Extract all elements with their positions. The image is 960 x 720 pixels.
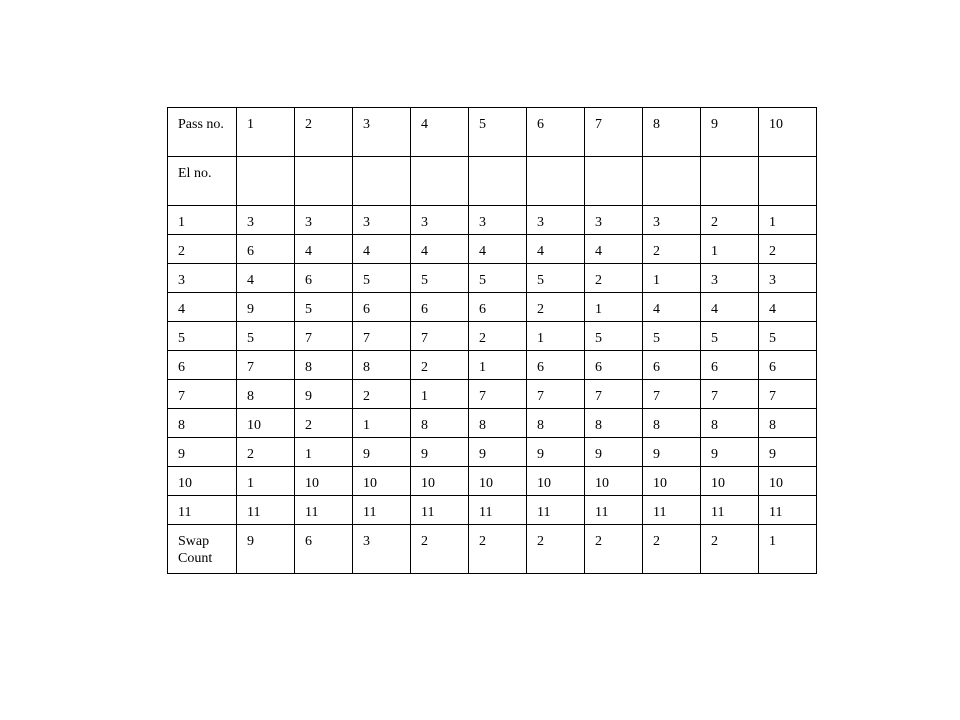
value-cell: 9	[295, 380, 353, 409]
value-cell: 8	[237, 380, 295, 409]
value-cell: 4	[701, 293, 759, 322]
table-row	[168, 351, 817, 380]
value-cell: 4	[353, 235, 411, 264]
value-cell: 5	[295, 293, 353, 322]
value-cell: 6	[643, 351, 701, 380]
value-cell: 3	[585, 206, 643, 235]
table-row	[168, 496, 817, 525]
swap-count-cell: 2	[469, 525, 527, 574]
pass-number-header: 1	[237, 108, 295, 157]
value-cell: 8	[295, 351, 353, 380]
value-cell: 8	[411, 409, 469, 438]
value-cell: 4	[237, 264, 295, 293]
value-cell: 3	[701, 264, 759, 293]
empty-cell	[353, 157, 411, 206]
value-cell: 3	[469, 206, 527, 235]
value-cell: 9	[643, 438, 701, 467]
value-cell: 11	[643, 496, 701, 525]
value-cell: 9	[237, 293, 295, 322]
value-cell: 4	[585, 235, 643, 264]
pass-number-header: 4	[411, 108, 469, 157]
value-cell: 8	[585, 409, 643, 438]
value-cell: 6	[295, 264, 353, 293]
value-cell: 9	[701, 438, 759, 467]
element-number-cell: 3	[168, 264, 237, 293]
table-row	[168, 235, 817, 264]
value-cell: 11	[527, 496, 585, 525]
value-cell: 7	[411, 322, 469, 351]
value-cell: 10	[527, 467, 585, 496]
element-number-cell: 6	[168, 351, 237, 380]
swap-count-cell: 2	[643, 525, 701, 574]
table-row	[168, 264, 817, 293]
swap-count-cell: 2	[411, 525, 469, 574]
element-number-cell: 10	[168, 467, 237, 496]
value-cell: 2	[237, 438, 295, 467]
value-cell: 11	[353, 496, 411, 525]
value-cell: 5	[585, 322, 643, 351]
value-cell: 10	[411, 467, 469, 496]
value-cell: 1	[527, 322, 585, 351]
pass-number-header: 2	[295, 108, 353, 157]
value-cell: 10	[469, 467, 527, 496]
element-number-cell: 7	[168, 380, 237, 409]
value-cell: 1	[411, 380, 469, 409]
value-cell: 11	[759, 496, 817, 525]
pass-number-header: 7	[585, 108, 643, 157]
element-number-cell: 2	[168, 235, 237, 264]
value-cell: 11	[237, 496, 295, 525]
element-number-cell: 9	[168, 438, 237, 467]
value-cell: 8	[527, 409, 585, 438]
value-cell: 5	[353, 264, 411, 293]
value-cell: 6	[759, 351, 817, 380]
empty-cell	[585, 157, 643, 206]
value-cell: 4	[643, 293, 701, 322]
value-cell: 8	[643, 409, 701, 438]
element-number-cell: 8	[168, 409, 237, 438]
value-cell: 1	[353, 409, 411, 438]
empty-cell	[295, 157, 353, 206]
value-cell: 7	[701, 380, 759, 409]
pass-number-header: 9	[701, 108, 759, 157]
value-cell: 5	[643, 322, 701, 351]
empty-cell	[701, 157, 759, 206]
value-cell: 1	[759, 206, 817, 235]
value-cell: 2	[585, 264, 643, 293]
element-number-cell: 1	[168, 206, 237, 235]
value-cell: 7	[237, 351, 295, 380]
value-cell: 11	[411, 496, 469, 525]
value-cell: 1	[295, 438, 353, 467]
value-cell: 11	[469, 496, 527, 525]
value-cell: 2	[295, 409, 353, 438]
pass-number-header: 3	[353, 108, 411, 157]
value-cell: 5	[527, 264, 585, 293]
value-cell: 3	[411, 206, 469, 235]
table-row	[168, 322, 817, 351]
swap-count-row	[168, 525, 817, 574]
value-cell: 4	[295, 235, 353, 264]
value-cell: 9	[585, 438, 643, 467]
value-cell: 8	[759, 409, 817, 438]
table-row	[168, 438, 817, 467]
value-cell: 4	[411, 235, 469, 264]
value-cell: 4	[527, 235, 585, 264]
value-cell: 2	[411, 351, 469, 380]
value-cell: 10	[643, 467, 701, 496]
subheader-row	[168, 157, 817, 206]
value-cell: 10	[353, 467, 411, 496]
value-cell: 1	[643, 264, 701, 293]
value-cell: 10	[759, 467, 817, 496]
value-cell: 1	[469, 351, 527, 380]
value-cell: 1	[237, 467, 295, 496]
table-row	[168, 467, 817, 496]
swap-count-cell: 2	[527, 525, 585, 574]
value-cell: 7	[353, 322, 411, 351]
swap-count-cell: 3	[353, 525, 411, 574]
value-cell: 7	[759, 380, 817, 409]
value-cell: 2	[353, 380, 411, 409]
table-row	[168, 409, 817, 438]
pass-number-header: 8	[643, 108, 701, 157]
value-cell: 6	[411, 293, 469, 322]
value-cell: 3	[643, 206, 701, 235]
value-cell: 11	[701, 496, 759, 525]
element-number-cell: 11	[168, 496, 237, 525]
value-cell: 2	[701, 206, 759, 235]
value-cell: 2	[469, 322, 527, 351]
value-cell: 9	[527, 438, 585, 467]
value-cell: 5	[701, 322, 759, 351]
swap-count-label: Swap Count	[168, 525, 237, 574]
value-cell: 7	[585, 380, 643, 409]
value-cell: 11	[585, 496, 643, 525]
value-cell: 6	[701, 351, 759, 380]
empty-cell	[643, 157, 701, 206]
value-cell: 6	[585, 351, 643, 380]
empty-cell	[237, 157, 295, 206]
header-row	[168, 108, 817, 157]
empty-cell	[759, 157, 817, 206]
table-row	[168, 380, 817, 409]
swap-count-cell: 2	[701, 525, 759, 574]
value-cell: 3	[295, 206, 353, 235]
value-cell: 10	[701, 467, 759, 496]
pass-number-header: 5	[469, 108, 527, 157]
element-number-cell: 4	[168, 293, 237, 322]
el-no-header: El no.	[168, 157, 237, 206]
value-cell: 6	[237, 235, 295, 264]
swap-count-cell: 9	[237, 525, 295, 574]
value-cell: 2	[643, 235, 701, 264]
swap-count-cell: 6	[295, 525, 353, 574]
value-cell: 9	[353, 438, 411, 467]
pass-number-header: 6	[527, 108, 585, 157]
value-cell: 4	[469, 235, 527, 264]
swap-count-cell: 2	[585, 525, 643, 574]
pass-no-header: Pass no.	[168, 108, 237, 157]
value-cell: 7	[469, 380, 527, 409]
value-cell: 1	[585, 293, 643, 322]
table-row	[168, 293, 817, 322]
value-cell: 3	[527, 206, 585, 235]
value-cell: 4	[759, 293, 817, 322]
pass-number-header: 10	[759, 108, 817, 157]
value-cell: 8	[701, 409, 759, 438]
value-cell: 7	[527, 380, 585, 409]
value-cell: 10	[585, 467, 643, 496]
empty-cell	[411, 157, 469, 206]
value-cell: 5	[411, 264, 469, 293]
value-cell: 10	[295, 467, 353, 496]
table-body	[168, 108, 817, 574]
value-cell: 5	[469, 264, 527, 293]
bubble-sort-table	[167, 107, 817, 574]
value-cell: 5	[759, 322, 817, 351]
value-cell: 1	[701, 235, 759, 264]
value-cell: 7	[643, 380, 701, 409]
value-cell: 2	[527, 293, 585, 322]
value-cell: 3	[759, 264, 817, 293]
value-cell: 2	[759, 235, 817, 264]
value-cell: 10	[237, 409, 295, 438]
value-cell: 11	[295, 496, 353, 525]
empty-cell	[527, 157, 585, 206]
value-cell: 6	[527, 351, 585, 380]
value-cell: 9	[469, 438, 527, 467]
empty-cell	[469, 157, 527, 206]
value-cell: 3	[353, 206, 411, 235]
value-cell: 6	[469, 293, 527, 322]
value-cell: 9	[411, 438, 469, 467]
swap-count-cell: 1	[759, 525, 817, 574]
value-cell: 6	[353, 293, 411, 322]
value-cell: 3	[237, 206, 295, 235]
value-cell: 8	[469, 409, 527, 438]
value-cell: 8	[353, 351, 411, 380]
value-cell: 5	[237, 322, 295, 351]
table-row	[168, 206, 817, 235]
element-number-cell: 5	[168, 322, 237, 351]
value-cell: 9	[759, 438, 817, 467]
value-cell: 7	[295, 322, 353, 351]
